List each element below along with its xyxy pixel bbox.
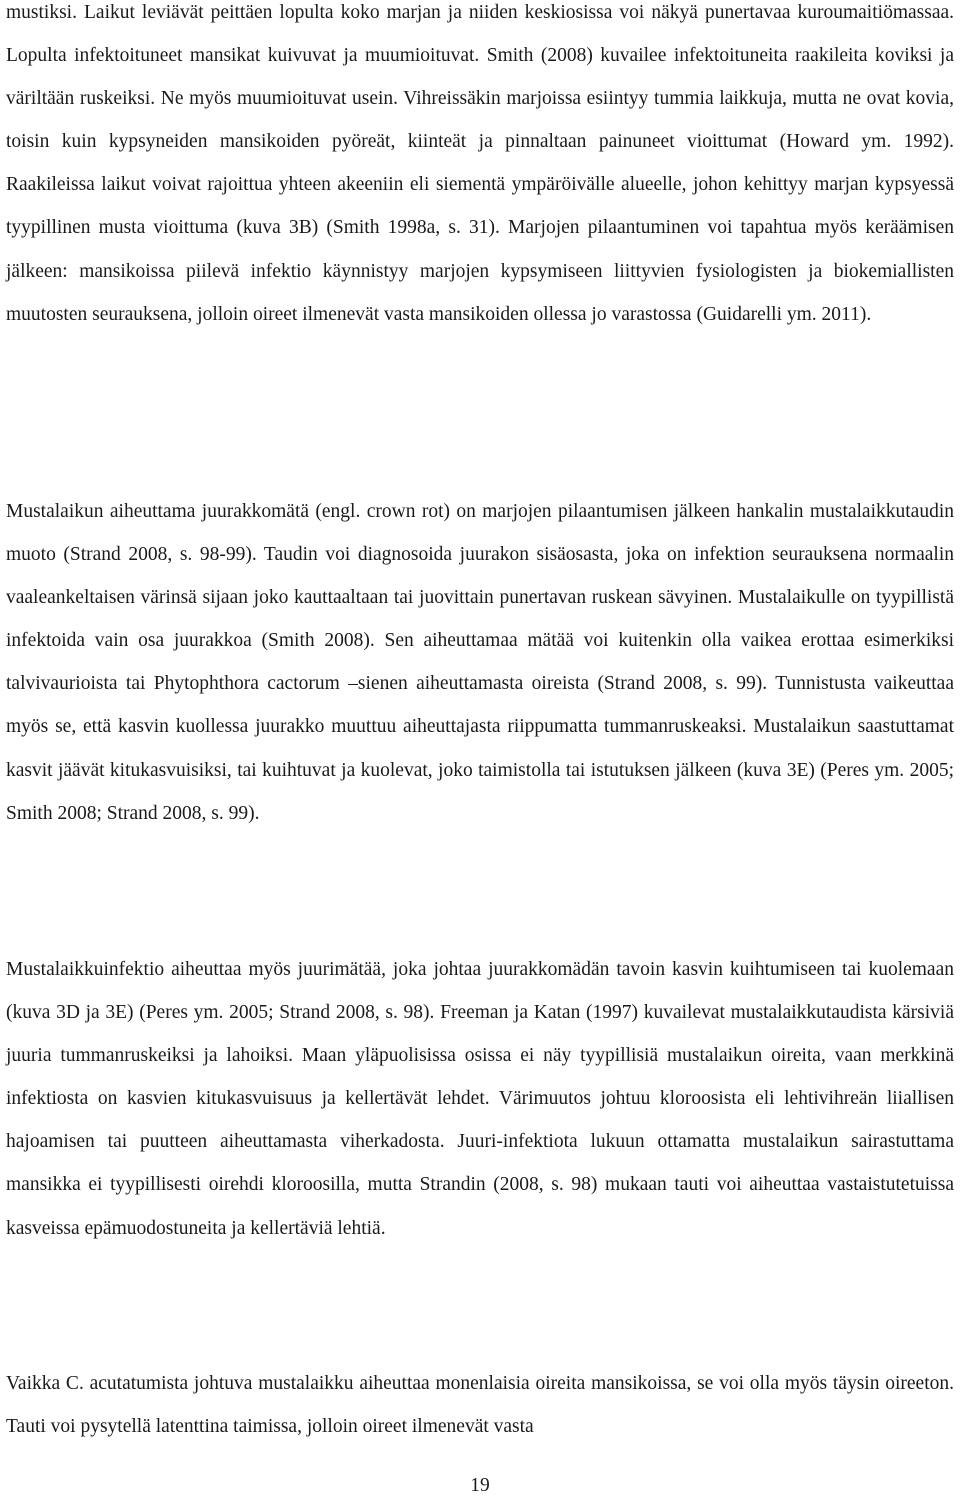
paragraph-crown-rot: Mustalaikun aiheuttama juurakkomätä (engl. crown rot) on marjojen pilaantumisen jälkeen hankalin mustalaikkutaudin muoto (Strand 2008, s. 98-99). Taudin voi diagnosoida juurakon sisäosasta, joka on infektion seurauksena normaalin vaaleankeltaisen värinsä sijaan joko kauttaaltaan tai juovittain punertavan ruskean sävyinen. Mustalaikulle on tyypillistä infektoida vain osa juurakkoa (Smith 2008). Sen aiheuttamaa mätää voi kuitenkin olla vaikea erottaa esimerkiksi talvivaurioista tai Phytophthora cactorum –sienen aiheuttamasta oireista (Strand 2008, s. 99). Tunnistusta vaikeuttaa myös se, että kasvin kuollessa juurakko muuttuu aiheuttajasta riippumatta tummanruskeaksi. Mustalaikun saastuttamat kasvit jäävät kitukasvuisiksi, tai kuihtuvat ja kuolevat, joko taimistolla tai istutuksen jälkeen (kuva 3E) (Peres ym. 2005; Smith 2008; Strand 2008, s. 99). — [6, 501, 954, 824]
paragraph-symptoms-fruit: mustiksi. Laikut leviävät peittäen lopulta koko marjan ja niiden keskiosissa voi näkyä punertavaa kuroumaitiömassaa. Lopulta infektoituneet mansikat kuivuvat ja muumioituvat. Smith (2008) kuvailee infektoituneita raakileita koviksi ja väriltään ruskeiksi. Ne myös muumioituvat usein. Vihreissäkin marjoissa esiintyy tummia laikkuja, mutta ne ovat kovia, toisin kuin kypsyneiden mansikoiden pyöreät, kiinteät ja pinnaltaan painuneet vioittumat (Howard ym. 1992). Raakileissa laikut voivat rajoittua yhteen akeeniin eli siementä ympäröivälle alueelle, johon kehittyy marjan kypsyessä tyypillinen musta vioittuma (kuva 3B) (Smith 1998a, s. 31). Marjojen pilaantuminen voi tapahtua myös keräämisen jälkeen: mansikoissa piilevä infektio käynnistyy marjojen kypsymiseen liittyvien fysiologisten ja biokemiallisten muutosten seurauksena, jolloin oireet ilmenevät vasta mansikoiden ollessa jo varastossa (Guidarelli ym. 2011). — [6, 2, 954, 325]
page-number: 19 — [470, 1475, 490, 1496]
paragraph-root-rot: Mustalaikkuinfektio aiheuttaa myös juurimätää, joka johtaa juurakkomädän tavoin kasvin kuihtumiseen tai kuolemaan (kuva 3D ja 3E) (Peres ym. 2005; Strand 2008, s. 98). Freeman ja Katan (1997) kuvailevat mustalaikkutaudista kärsiviä juuria tummanruskeiksi ja lahoiksi. Maan yläpuolisissa osissa ei näy tyypillisiä mustalaikun oireita, vaan merkkinä infektiosta on kasvien kitukasvuisuus ja kellertävät lehdet. Värimuutos johtuu kloroosista eli lehtivihreän liiallisen hajoamisen tai puutteen aiheuttamasta viherkadosta. Juuri-infektiota lukuun ottamatta mustalaikun sairastuttama mansikka ei tyypillisesti oirehdi kloroosilla, mutta Strandin (2008, s. 98) mukaan tauti voi aiheuttaa vastaistutetuissa kasveissa epämuodostuneita ja kellertäviä lehtiä. — [6, 959, 954, 1239]
paragraph-latent-infection: Vaikka C. acutatumista johtuva mustalaikku aiheuttaa monenlaisia oireita mansikoissa, se voi olla myös täysin oireeton. Tauti voi pysytellä latenttina taimissa, jolloin oireet ilmenevät vasta — [6, 1373, 954, 1438]
